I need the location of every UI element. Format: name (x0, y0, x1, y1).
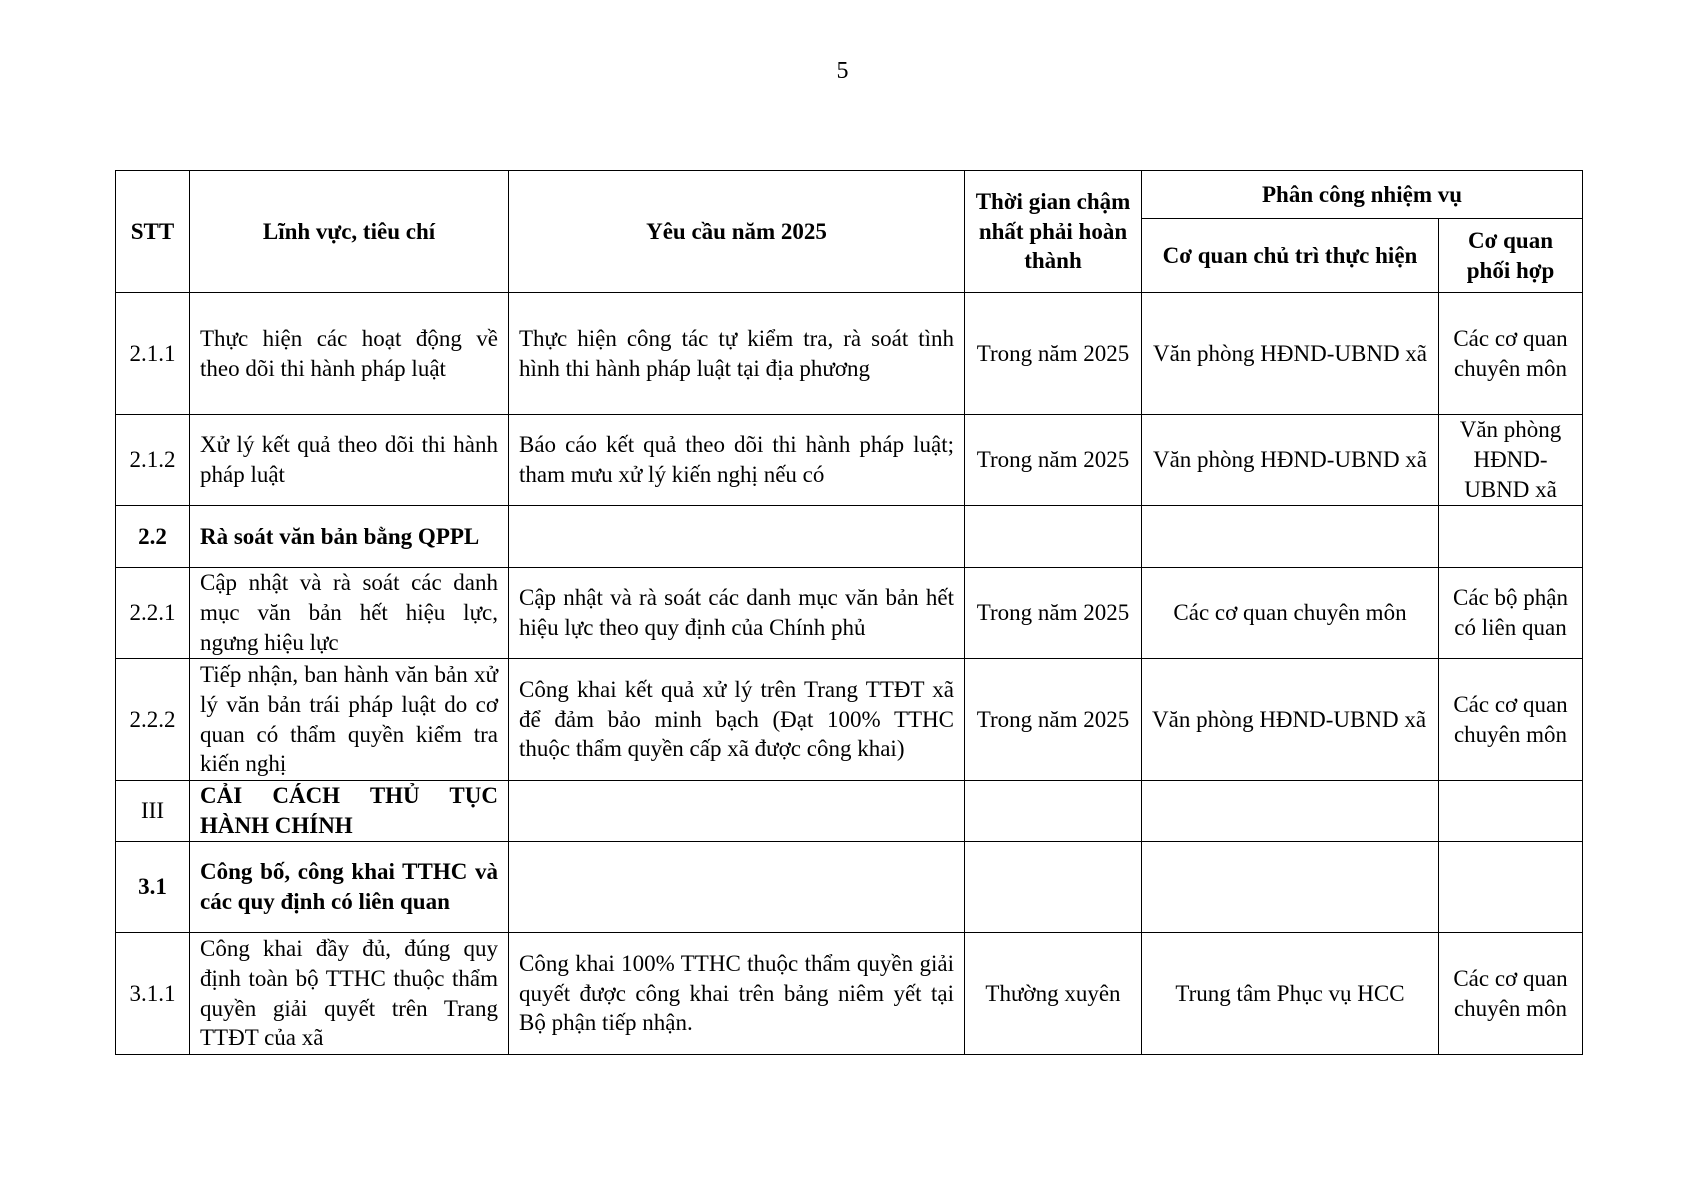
cell-lead (1142, 506, 1439, 568)
cell-deadline (965, 506, 1142, 568)
cell-criteria: Xử lý kết quả theo dõi thi hành pháp luật (190, 415, 509, 506)
cell-deadline: Trong năm 2025 (965, 568, 1142, 659)
header-assignment: Phân công nhiệm vụ (1142, 171, 1583, 219)
cell-deadline: Trong năm 2025 (965, 293, 1142, 415)
cell-stt: 2.2 (116, 506, 190, 568)
cell-requirement: Công khai kết quả xử lý trên Trang TTĐT xã để đảm bảo minh bạch (Đạt 100% TTHC thuộc thẩm quyền cấp xã được công khai) (509, 659, 965, 781)
cell-deadline: Thường xuyên (965, 933, 1142, 1055)
cell-lead (1142, 842, 1439, 933)
cell-coord: Các cơ quan chuyên môn (1439, 293, 1583, 415)
cell-requirement: Báo cáo kết quả theo dõi thi hành pháp luật; tham mưu xử lý kiến nghị nếu có (509, 415, 965, 506)
cell-criteria: Cập nhật và rà soát các danh mục văn bản hết hiệu lực, ngưng hiệu lực (190, 568, 509, 659)
cell-deadline (965, 781, 1142, 842)
cell-coord: Văn phòng HĐND-UBND xã (1439, 415, 1583, 506)
cell-lead (1142, 781, 1439, 842)
cell-criteria: Thực hiện các hoạt động về theo dõi thi hành pháp luật (190, 293, 509, 415)
header-deadline: Thời gian chậm nhất phải hoàn thành (965, 171, 1142, 293)
header-requirement: Yêu cầu năm 2025 (509, 171, 965, 293)
cell-requirement: Thực hiện công tác tự kiểm tra, rà soát tình hình thi hành pháp luật tại địa phương (509, 293, 965, 415)
table-row (116, 659, 1583, 781)
cell-lead: Các cơ quan chuyên môn (1142, 568, 1439, 659)
table-row (116, 781, 1583, 842)
cell-coord (1439, 781, 1583, 842)
cell-coord: Các bộ phận có liên quan (1439, 568, 1583, 659)
header-criteria: Lĩnh vực, tiêu chí (190, 171, 509, 293)
cell-stt: 3.1 (116, 842, 190, 933)
cell-criteria: Rà soát văn bản bằng QPPL (190, 506, 509, 568)
cell-coord: Các cơ quan chuyên môn (1439, 933, 1583, 1055)
cell-stt: 2.2.2 (116, 659, 190, 781)
cell-deadline: Trong năm 2025 (965, 415, 1142, 506)
cell-requirement (509, 506, 965, 568)
header-row-1 (116, 171, 1583, 219)
cell-criteria: Công bố, công khai TTHC và các quy định có liên quan (190, 842, 509, 933)
table-row (116, 933, 1583, 1055)
cell-coord (1439, 842, 1583, 933)
cell-requirement (509, 842, 965, 933)
cell-criteria: Công khai đầy đủ, đúng quy định toàn bộ TTHC thuộc thẩm quyền giải quyết trên Trang TTĐT của xã (190, 933, 509, 1055)
cell-lead: Văn phòng HĐND-UBND xã (1142, 415, 1439, 506)
cell-requirement: Công khai 100% TTHC thuộc thẩm quyền giải quyết được công khai trên bảng niêm yết tại Bộ phận tiếp nhận. (509, 933, 965, 1055)
header-coord: Cơ quan phối hợp (1439, 219, 1583, 293)
plan-table (115, 170, 1583, 1055)
cell-criteria: CẢI CÁCH THỦ TỤC HÀNH CHÍNH (190, 781, 509, 842)
header-stt: STT (116, 171, 190, 293)
table-row (116, 568, 1583, 659)
cell-criteria: Tiếp nhận, ban hành văn bản xử lý văn bản trái pháp luật do cơ quan có thẩm quyền kiểm tra kiến nghị (190, 659, 509, 781)
cell-deadline: Trong năm 2025 (965, 659, 1142, 781)
header-lead: Cơ quan chủ trì thực hiện (1142, 219, 1439, 293)
cell-deadline (965, 842, 1142, 933)
cell-stt: 2.2.1 (116, 568, 190, 659)
cell-stt: III (116, 781, 190, 842)
page-number: 5 (836, 58, 849, 84)
cell-requirement: Cập nhật và rà soát các danh mục văn bản hết hiệu lực theo quy định của Chính phủ (509, 568, 965, 659)
table-row (116, 293, 1583, 415)
table-row (116, 415, 1583, 506)
cell-stt: 2.1.1 (116, 293, 190, 415)
cell-lead: Văn phòng HĐND-UBND xã (1142, 293, 1439, 415)
cell-lead: Văn phòng HĐND-UBND xã (1142, 659, 1439, 781)
cell-coord (1439, 506, 1583, 568)
cell-requirement (509, 781, 965, 842)
table-row (116, 506, 1583, 568)
cell-stt: 2.1.2 (116, 415, 190, 506)
cell-stt: 3.1.1 (116, 933, 190, 1055)
cell-coord: Các cơ quan chuyên môn (1439, 659, 1583, 781)
cell-lead: Trung tâm Phục vụ HCC (1142, 933, 1439, 1055)
table-row (116, 842, 1583, 933)
